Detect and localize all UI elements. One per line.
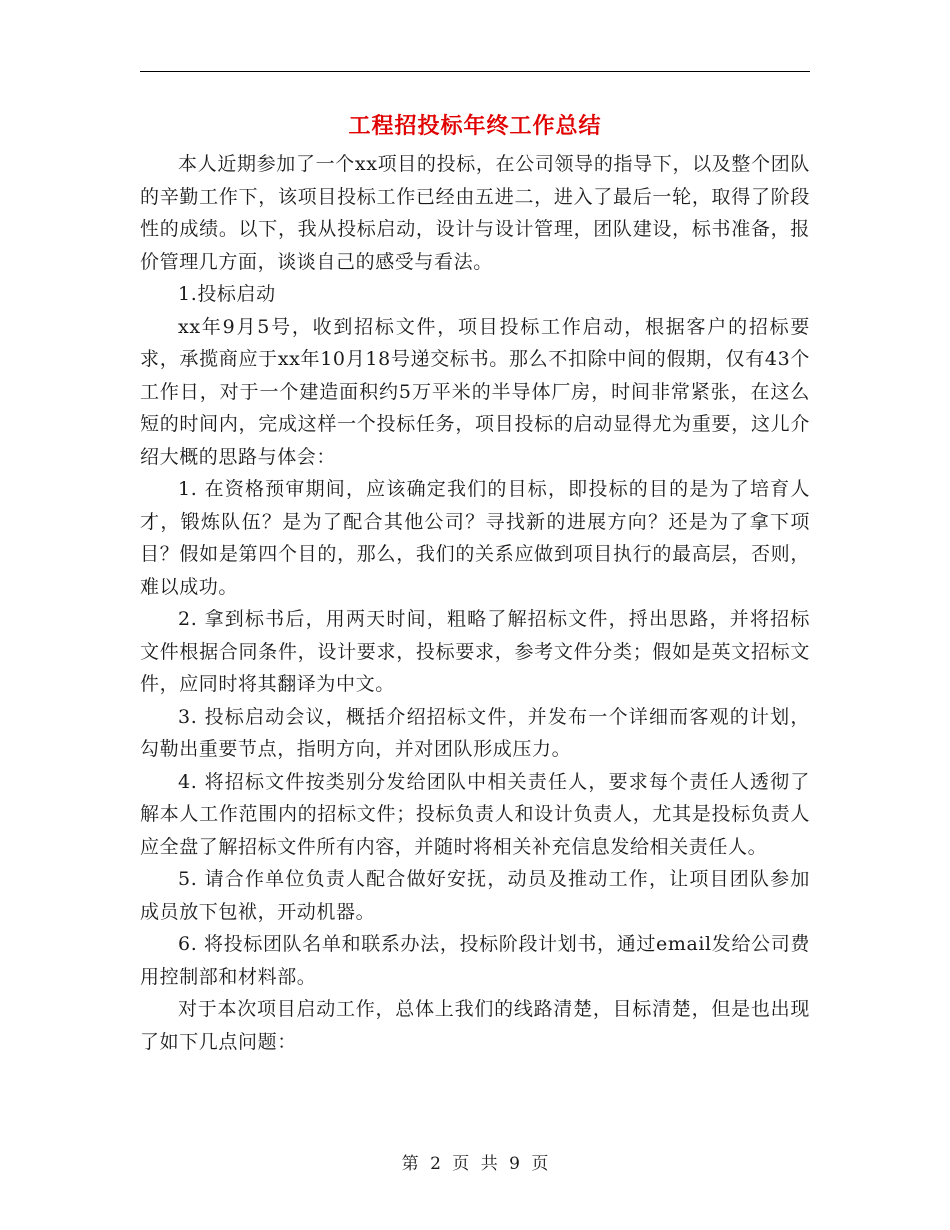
list-item: 1. 在资格预审期间，应该确定我们的目标，即投标的目的是为了培育人才，锻炼队伍？是为了配合其他公司？寻找新的进展方向？还是为了拿下项目？假如是第四个目的，那么，我们的关系应做到项目执行的最高层，否则，难以成功。 [140,478,810,598]
list-item: 2. 拿到标书后，用两天时间，粗略了解招标文件，捋出思路，并将招标文件根据合同条件，设计要求，投标要求，参考文件分类；假如是英文招标文件，应同时将其翻译为中文。 [140,608,810,695]
list-item: 5. 请合作单位负责人配合做好安抚，动员及推动工作，让项目团队参加成员放下包袱，开动机器。 [140,868,810,923]
document-body [140,148,810,1058]
page-number-footer: 第 2 页 共 9 页 [401,1154,549,1174]
paragraph: xx年9月5号，收到招标文件，项目投标工作启动，根据客户的招标要求，承揽商应于xx年10月18号递交标书。那么不扣除中间的假期，仅有43个工作日，对于一个建造面积约5万平米的半导体厂房，时间非常紧张，在这么短的时间内，完成这样一个投标任务，项目投标的启动显得尤为重要，这儿介绍大概的思路与体会： [140,315,810,468]
list-item: 6. 将投标团队名单和联系办法，投标阶段计划书，通过email发给公司费用控制部和材料部。 [140,933,810,988]
paragraph: 对于本次项目启动工作，总体上我们的线路清楚，目标清楚，但是也出现了如下几点问题： [140,998,810,1053]
header-rule [140,71,810,72]
paragraph: 本人近期参加了一个xx项目的投标，在公司领导的指导下，以及整个团队的辛勤工作下，该项目投标工作已经由五进二，进入了最后一轮，取得了阶段性的成绩。以下，我从投标启动，设计与设计管理，团队建设，标书准备，报价管理几方面，谈谈自己的感受与看法。 [140,153,810,273]
list-item: 4. 将招标文件按类别分发给团队中相关责任人，要求每个责任人透彻了解本人工作范围内的招标文件；投标负责人和设计负责人，尤其是投标负责人应全盘了解招标文件所有内容，并随时将相关补充信息发给相关责任人。 [140,770,810,858]
list-item: 3. 投标启动会议，概括介绍招标文件，并发布一个详细而客观的计划，勾勒出重要节点，指明方向，并对团队形成压力。 [140,705,810,760]
document-title: 工程招投标年终工作总结 [348,113,602,139]
section-heading: 1.投标启动 [178,283,276,305]
